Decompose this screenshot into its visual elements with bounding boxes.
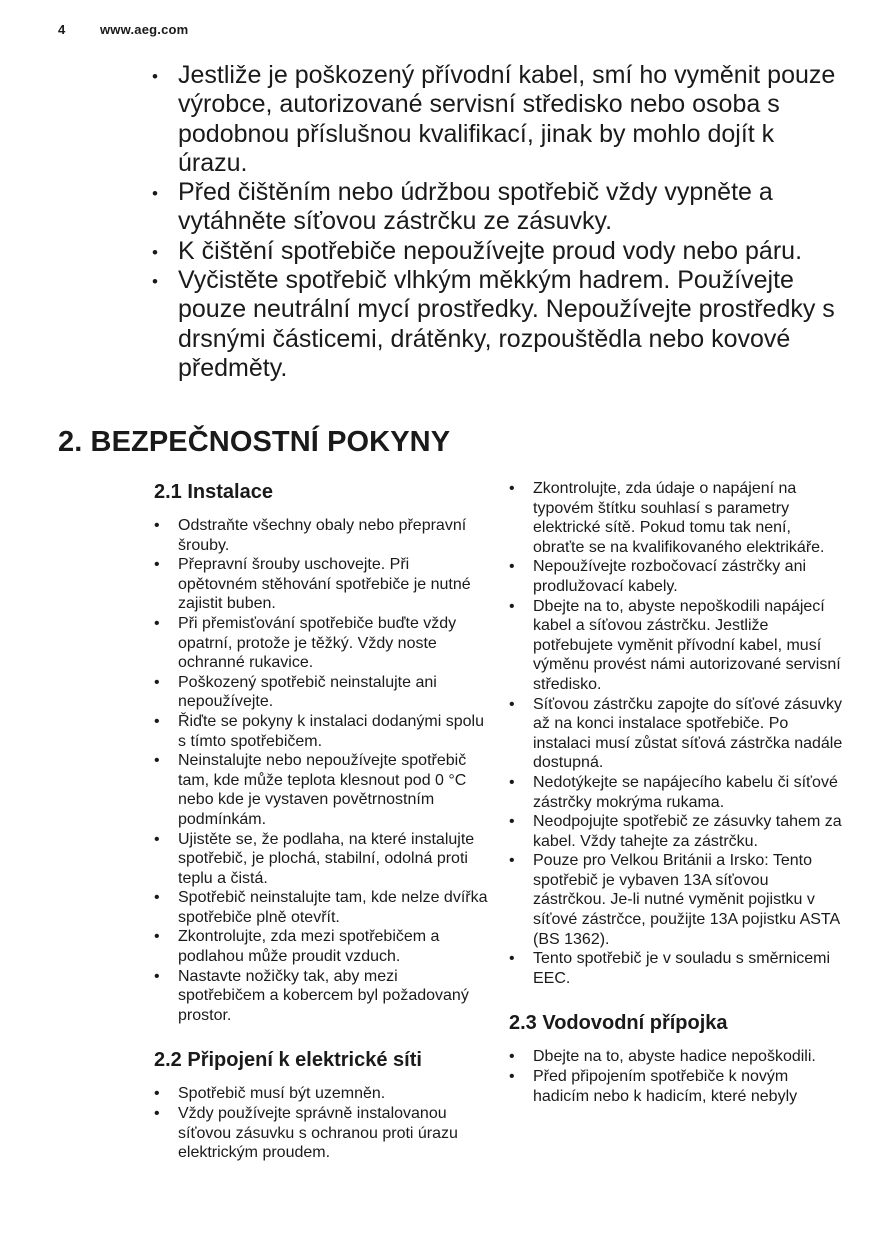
electrical-heading: 2.2 Připojení k elektrické síti: [154, 1049, 422, 1072]
page-number: 4: [58, 22, 66, 37]
list-item: • Tento spotřebič je v souladu s směrnicemi EEC.: [509, 949, 844, 988]
water-list: [509, 1047, 844, 1106]
list-item: • Spotřebič musí být uzemněn.: [154, 1084, 489, 1104]
list-item: • Ujistěte se, že podlaha, na které instalujte spotřebič, je plochá, stabilní, odolná proti teplu a čistá.: [154, 830, 489, 889]
list-item: • Před připojením spotřebiče k novým hadicím nebo k hadicím, které nebyly: [509, 1067, 844, 1106]
list-item: • Vyčistěte spotřebič vlhkým měkkým hadrem. Používejte pouze neutrální mycí prostředky. Nepoužívejte prostředky s drsnými částicemi, drátěnky, rozpouštědla nebo kovové předměty.: [150, 266, 850, 383]
list-item: • Neinstalujte nebo nepoužívejte spotřebič tam, kde může teplota klesnout pod 0 °C nebo kde je vystaven povětrnostním podmínkám.: [154, 751, 489, 829]
electrical-list: [154, 1084, 489, 1162]
list-item: • Jestliže je poškozený přívodní kabel, smí ho vyměnit pouze výrobce, autorizované servisní středisko nebo osoba s podobnou příslušnou kvalifikací, jinak by mohlo dojít k úrazu.: [150, 61, 850, 178]
list-item: • Spotřebič neinstalujte tam, kde nelze dvířka spotřebiče plně otevřít.: [154, 888, 489, 927]
list-item: • Zkontrolujte, zda údaje o napájení na typovém štítku souhlasí s parametry elektrické sítě. Pokud tomu tak není, obraťte se na kvalifikovaného elektrikáře.: [509, 479, 844, 557]
electrical-list-continued: [509, 479, 844, 988]
list-item: • Nastavte nožičky tak, aby mezi spotřebičem a kobercem byl požadovaný prostor.: [154, 967, 489, 1026]
list-item: • Při přemisťování spotřebiče buďte vždy opatrní, protože je těžký. Vždy noste ochranné rukavice.: [154, 614, 489, 673]
list-item: • Nedotýkejte se napájecího kabelu či síťové zástrčky mokrýma rukama.: [509, 773, 844, 812]
installation-list: [154, 516, 489, 1025]
section-title: 2. BEZPEČNOSTNÍ POKYNY: [58, 426, 451, 458]
list-item: • Poškozený spotřebič neinstalujte ani nepoužívejte.: [154, 673, 489, 712]
list-item: • Nepoužívejte rozbočovací zástrčky ani prodlužovací kabely.: [509, 557, 844, 596]
list-item: • Síťovou zástrčku zapojte do síťové zásuvky až na konci instalace spotřebiče. Po instalaci musí zůstat síťová zástrčka nadále dostupná.: [509, 695, 844, 773]
list-item: • Neodpojujte spotřebič ze zásuvky tahem za kabel. Vždy tahejte za zástrčku.: [509, 812, 844, 851]
left-column: [154, 479, 489, 1163]
list-item: • Odstraňte všechny obaly nebo přepravní šrouby.: [154, 516, 489, 555]
list-item: • Přepravní šrouby uschovejte. Při opětovném stěhování spotřebiče je nutné zajistit buben.: [154, 555, 489, 614]
list-item: • Vždy používejte správně instalovanou síťovou zásuvku s ochranou proti úrazu elektrickým proudem.: [154, 1104, 489, 1163]
water-heading: 2.3 Vodovodní přípojka: [509, 1012, 728, 1035]
website-url: www.aeg.com: [100, 22, 189, 37]
intro-bullet-list: [150, 61, 850, 383]
page-header: [58, 22, 188, 37]
list-item: • Řiďte se pokyny k instalaci dodanými spolu s tímto spotřebičem.: [154, 712, 489, 751]
list-item: • Pouze pro Velkou Británii a Irsko: Tento spotřebič je vybaven 13A síťovou zástrčkou. Je-li nutné vyměnit pojistku v síťové zástrčce, použijte 13A pojistku ASTA (BS 1362).: [509, 851, 844, 949]
list-item: • Před čištěním nebo údržbou spotřebič vždy vypněte a vytáhněte síťovou zástrčku ze zásuvky.: [150, 178, 850, 237]
installation-heading: 2.1 Instalace: [154, 481, 273, 503]
right-column: [509, 479, 844, 1106]
list-item: • Zkontrolujte, zda mezi spotřebičem a podlahou může proudit vzduch.: [154, 927, 489, 966]
list-item: • Dbejte na to, abyste nepoškodili napájecí kabel a síťovou zástrčku. Jestliže potřebujete vyměnit přívodní kabel, musí výměnu provést námi autorizované servisní středisko.: [509, 597, 844, 695]
list-item: • Dbejte na to, abyste hadice nepoškodili.: [509, 1047, 844, 1067]
list-item: • K čištění spotřebiče nepoužívejte proud vody nebo páru.: [150, 237, 850, 266]
